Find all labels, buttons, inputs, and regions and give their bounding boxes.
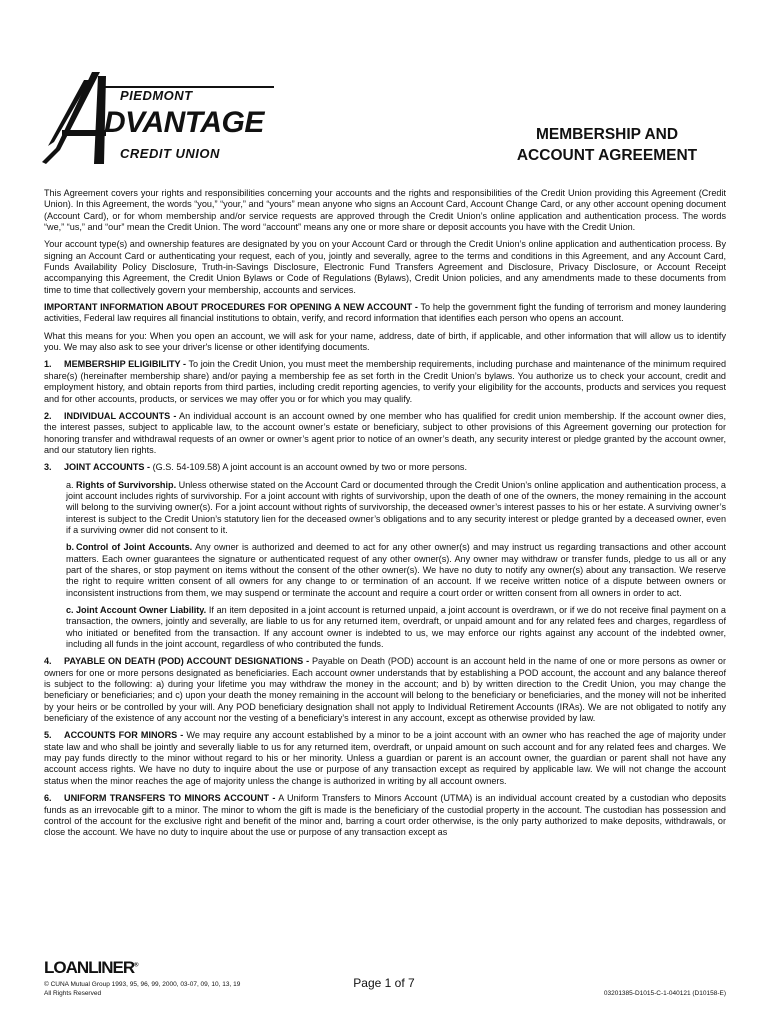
- title-line-2: ACCOUNT AGREEMENT: [516, 147, 698, 164]
- section-3b: [44, 542, 726, 599]
- section-3-text: (G.S. 54-109.58) A joint account is an account owned by two or more persons.: [150, 462, 468, 473]
- section-2-heading: INDIVIDUAL ACCOUNTS -: [64, 410, 177, 421]
- document-title: [492, 124, 722, 166]
- section-3b-heading: Control of Joint Accounts.: [76, 542, 193, 553]
- copyright-line-2: All Rights Reserved: [44, 990, 102, 997]
- section-4-heading: PAYABLE ON DEATH (POD) ACCOUNT DESIGNATIONS -: [64, 656, 310, 667]
- page-footer: [44, 958, 726, 1008]
- section-3-heading: JOINT ACCOUNTS -: [64, 462, 151, 473]
- important-info-heading: IMPORTANT INFORMATION ABOUT PROCEDURES FOR OPENING A NEW ACCOUNT -: [44, 302, 418, 313]
- section-3: [44, 462, 726, 473]
- page-number: Page 1 of 7: [353, 976, 415, 990]
- section-3a: [44, 480, 726, 537]
- loanliner-logo: [44, 958, 138, 978]
- section-1-heading: MEMBERSHIP ELIGIBILITY -: [64, 359, 187, 370]
- section-5: [44, 730, 726, 787]
- section-4-text: Payable on Death (POD) account is an account held in the name of one or more persons as owner or owners for one or more persons designated as beneficiaries. Each account owner understands that by establishing a POD account, the account and any balance thereof is subject to the following: a) during your lifetime you may withdraw the money in the account; and b) by written direction to the Credit Union, you may change the beneficiary or beneficiaries; and c) upon your death the money remaining in the account will belong to the beneficiary or beneficiaries, and the money will not be inherited by your heirs or be controlled by your will. Any POD beneficiary designation shall not apply to Individual Retirement Accounts (IRAs). We are not obligated to notify any beneficiary of the existence of any account nor the vesting of a beneficiary’s interest in any account, except as otherwise provided by law.: [44, 656, 727, 724]
- logo-piedmont: PIEDMONT: [120, 88, 193, 103]
- intro-paragraph-1: This Agreement covers your rights and responsibilities concerning your accounts and the rights and responsibilities of the Credit Union providing this Agreement (Credit Union). In this Agreement, the words “you,” “your,” and “yours” mean anyone who signs an Account Card, Account Change Card, or any other account opening document (Account Card), or for whom membership and/or service requests are approved through the Credit Union’s online application and authentication process. The words “we,” “us,” and “our” mean the Credit Union. The word “account” means any one or more share or deposit accounts you have with the Credit Union.: [44, 188, 726, 233]
- section-3b-letter: b.: [66, 542, 75, 553]
- section-5-text: We may require any account established by a minor to be a joint account with an owner who has reached the age of majority under state law and who shall be jointly and severally liable to us for any returned item, overdraft, or unpaid amount on such account and for any related fees and charges. We may pay funds directly to the minor without regard to his or her minority. Unless a guardian or parent is an account owner, the guardian or parent shall not have any account access rights. We have no duty to inquire about the use or purpose of any transaction except as required by applicable law. We will not change the account status when the minor reaches the age of majority unless the change is authorized in writing by all account owners.: [44, 730, 726, 786]
- copyright-line-1: © CUNA Mutual Group 1993, 95, 96, 99, 2000, 03-07, 09, 10, 13, 19: [44, 981, 241, 988]
- section-2-text: An individual account is an account owned by one member who has qualified for credit union membership. If the account owner dies, the interest passes, subject to applicable law, to the account owner’s estate or beneficiary, subject to other provisions of this Agreement governing our protection for honoring transfer and withdrawal requests of an owner or owner’s agent prior to notice of an owner’s death, any security interest or pledge granted by the account owner, and our statutory lien rights.: [44, 410, 726, 455]
- section-1: [44, 359, 726, 404]
- form-code: 03201385-D1015-C-1-040121 (D10158-E): [603, 990, 726, 997]
- section-3c-heading: Joint Account Owner Liability.: [76, 605, 207, 615]
- section-6-heading: UNIFORM TRANSFERS TO MINORS ACCOUNT -: [64, 793, 276, 804]
- copyright-notice: [44, 980, 240, 998]
- section-3a-letter: a.: [66, 479, 74, 490]
- important-info-paragraph: [44, 302, 726, 325]
- section-5-heading: ACCOUNTS FOR MINORS -: [64, 730, 184, 741]
- important-info-text: To help the government fight the funding of terrorism and money laundering activities, Federal law requires all financial institutions to obtain, verify, and record information that identifies each person who opens an account.: [44, 302, 727, 324]
- section-3-number: 3.: [44, 462, 52, 473]
- what-this-means-paragraph: What this means for you: When you open an account, we will ask for your name, address, date of birth, if applicable, and other information that will allow us to identify you. We may also ask to see your driver's license or other identifying documents.: [44, 330, 726, 353]
- section-6-number: 6.: [44, 793, 52, 804]
- section-3c-text: If an item deposited in a joint account is returned unpaid, a joint account is overdrawn, or if we do not receive final payment on a transaction, the owners, jointly and severally, are liable to us for any returned item, overdraft, or unpaid amount and for any related fees and charges, regardless of who initiated or benefited from the transaction. If any account owner is indebted to us, we may enforce our rights against any account of the indebted owner, including all funds in the joint account, regardless of who contributed the funds.: [66, 605, 726, 650]
- agreement-body: [44, 188, 726, 845]
- section-3a-heading: Rights of Survivorship.: [76, 479, 177, 490]
- section-5-number: 5.: [44, 730, 52, 741]
- logo-credit-union: CREDIT UNION: [120, 146, 220, 161]
- section-2: [44, 411, 726, 456]
- credit-union-logo: [40, 72, 280, 168]
- section-4-number: 4.: [44, 656, 52, 667]
- title-line-1: MEMBERSHIP AND: [535, 126, 679, 143]
- section-1-number: 1.: [44, 359, 52, 370]
- section-4: [44, 656, 726, 724]
- registered-mark: ®: [134, 962, 138, 969]
- intro-paragraph-2: Your account type(s) and ownership features are designated by you on your Account Card or through the Credit Union’s online application and authentication process. By signing an Account Card or authenticating your request, each of you, jointly and severally, agree to the terms and conditions in this Agreement, and any Account Card, Funds Availability Policy Disclosure, Truth-in-Savings Disclosure, Electronic Fund Transfers Agreement and Disclosure, Privacy Disclosure, or Account Receipt accompanying this Agreement, the Credit Union Bylaws or Code of Regulations (Bylaws), Credit Union policies, and any amendments made to these documents from time to time that collectively govern your membership, accounts and services.: [44, 239, 726, 295]
- section-6: [44, 793, 726, 838]
- section-3c-letter: c.: [66, 605, 74, 615]
- section-3a-text: Unless otherwise stated on the Account Card or documented through the Credit Union’s online application and authentication process, a joint account includes rights of survivorship. For a joint account with rights of survivorship, upon the death of one of the owners, the money remaining in the account will belong to the surviving owner(s). For a joint account without rights of survivorship, the deceased owner’s interest passes to his or her estate. A surviving owner’s interest is subject to the Credit Union’s statutory lien for the deceased owner’s obligations and to any security interest or pledge granted by a deceased owner, even if a surviving owner did not consent to it.: [66, 479, 726, 535]
- section-6-text: A Uniform Transfers to Minors Account (UTMA) is an individual account created by a custodian who deposits funds as an irrevocable gift to a minor. The minor to whom the gift is made is the beneficiary of the custodial property in the account. The custodian has possession and control of the account for the exclusive right and benefit of the minor and, barring a court order otherwise, is the only party authorized to make deposits, withdrawals, or close the account. We have no duty to inquire about the use or purpose of any transaction except as: [44, 793, 726, 838]
- section-1-text: To join the Credit Union, you must meet the membership requirements, including purchase and maintenance of the minimum required share(s) (hereinafter membership share) and/or paying a membership fee as set forth in the Credit Union’s bylaws. You authorize us to check your account, credit and employment history, and obtain reports from third parties, including credit reporting agencies, to verify your eligibility for the accounts, products and services you request and for other accounts, products, or services we may offer you or for which you may qualify.: [44, 359, 726, 404]
- logo-advantage: DVANTAGE: [104, 106, 264, 139]
- loanliner-brand: LOANLINER: [44, 958, 135, 977]
- section-3b-text: Any owner is authorized and deemed to act for any other owner(s) and may instruct us regarding transactions and other account matters. Each owner guarantees the signature or authenticated request of any other owner(s). Any owner may withdraw or transfer funds, pledge to us all or any part of the shares, or stop payment on items without the consent of the other owner(s). We have no duty to notify any owner(s) about any transaction. We reserve the right to require written consent of all owners for any change to or termination of an account. If we receive written notice of a dispute between owners or inconsistent instructions from them, we may suspend or terminate the account and require a court order or written consent from all owners in order to act.: [66, 542, 726, 598]
- section-2-number: 2.: [44, 410, 52, 421]
- section-3c: [44, 605, 726, 650]
